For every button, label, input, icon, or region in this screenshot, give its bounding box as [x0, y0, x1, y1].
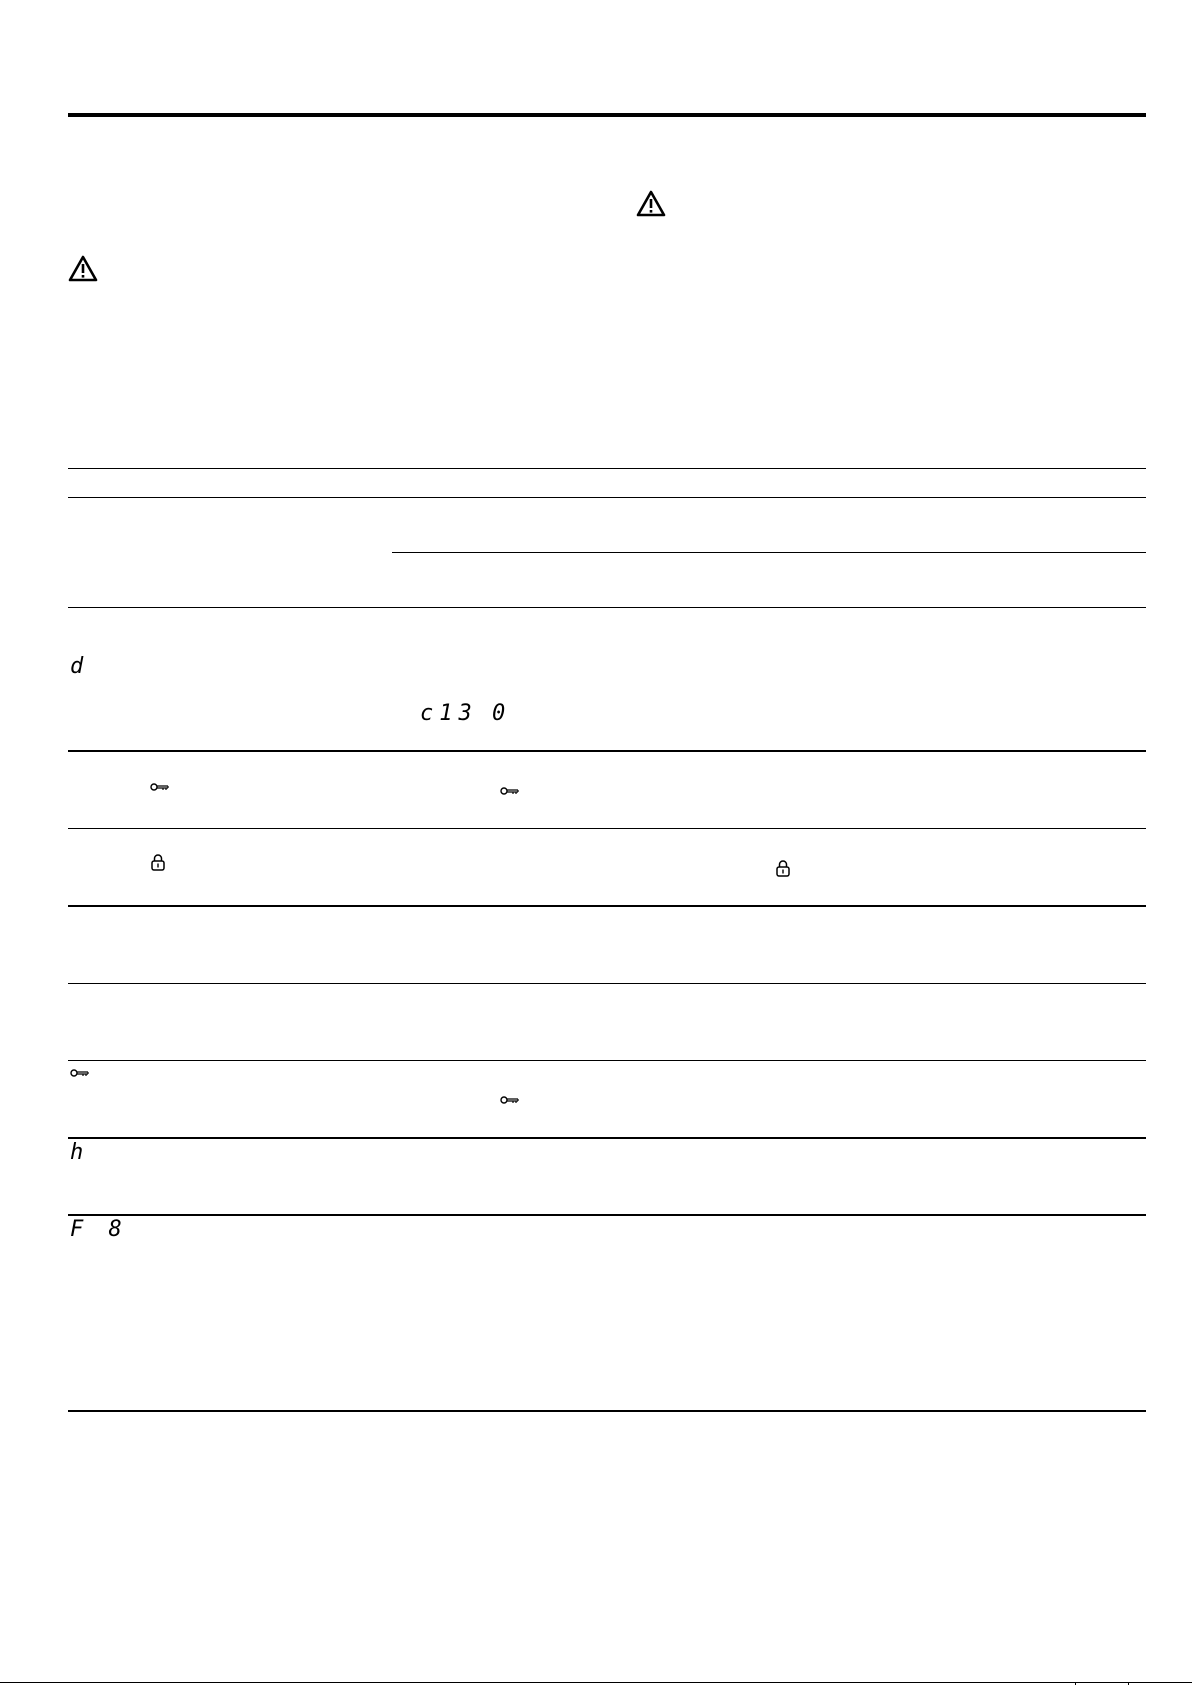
padlock-icon: [151, 854, 165, 871]
padlock-icon: [776, 860, 790, 877]
table-row-rule: [68, 750, 1146, 752]
table-row-rule: [68, 1137, 1146, 1139]
display-symbol-d: d: [70, 654, 90, 679]
table-bottom-rule: [68, 1410, 1146, 1412]
display-value-0: 0: [492, 701, 512, 726]
key-icon: [500, 1095, 520, 1105]
table-row-rule: [68, 1060, 1146, 1061]
display-symbol-h: h: [70, 1140, 90, 1165]
key-icon: [500, 786, 520, 796]
key-icon: [70, 1068, 90, 1078]
table-row-rule: [68, 1214, 1146, 1216]
table-row-rule: [68, 905, 1146, 907]
table-row-rule: [68, 983, 1146, 984]
key-icon: [150, 782, 170, 792]
table-header-bottom-rule: [68, 497, 1146, 498]
display-code-c13: c13: [420, 701, 478, 726]
table-row-rule: [68, 607, 1146, 608]
warning-triangle-icon: [68, 255, 98, 282]
warning-triangle-icon: [636, 190, 666, 217]
header-rule: [68, 113, 1146, 117]
footer-edge-line: [0, 1682, 1192, 1683]
table-header-top-rule: [68, 468, 1146, 469]
table-subrow-rule: [392, 552, 1146, 553]
table-row-rule: [68, 828, 1146, 829]
display-symbol-f8: F 8: [70, 1217, 128, 1242]
